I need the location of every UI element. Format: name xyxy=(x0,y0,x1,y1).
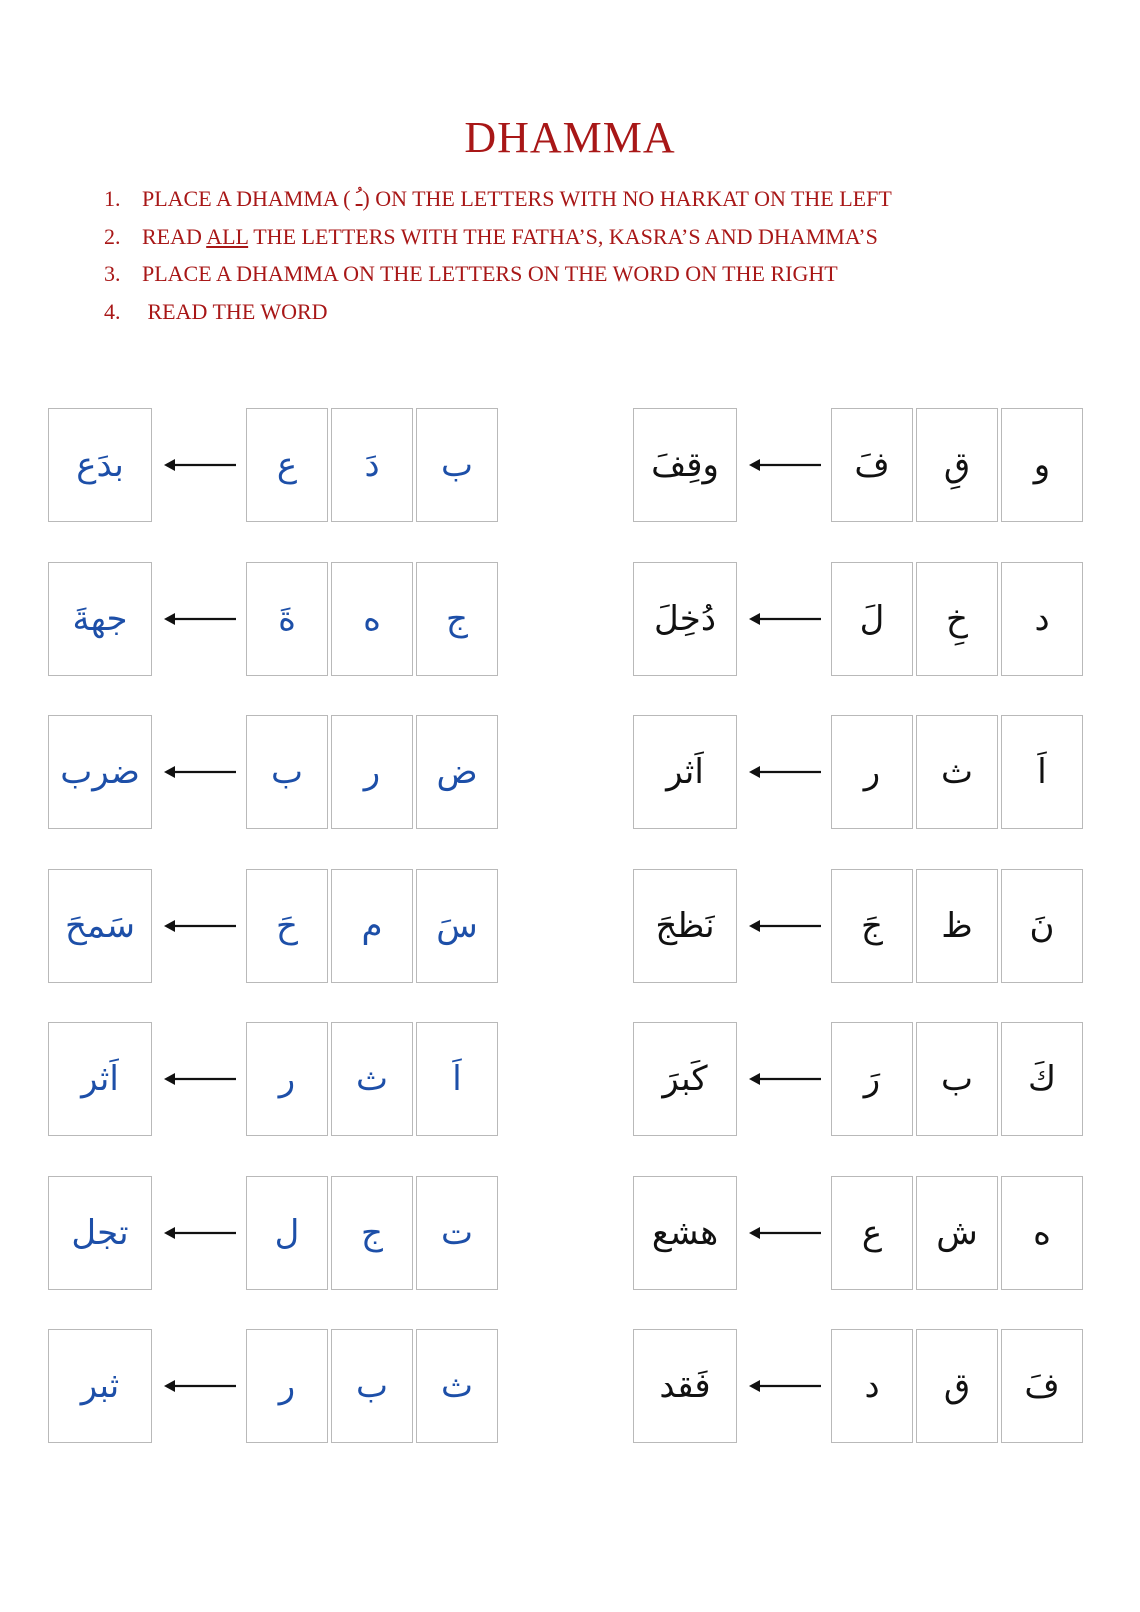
letter-box[interactable]: ب xyxy=(416,408,498,522)
left-arrow-icon xyxy=(164,609,236,629)
letter-box[interactable]: قِ xyxy=(916,408,998,522)
left-arrow-icon xyxy=(164,762,236,782)
letter-box[interactable]: ر xyxy=(246,1329,328,1443)
letter-box[interactable]: ث xyxy=(916,715,998,829)
right-exercise-row xyxy=(633,1176,1093,1290)
left-exercise-row xyxy=(48,408,508,522)
instruction-item xyxy=(104,224,892,262)
left-arrow-icon xyxy=(164,1223,236,1243)
right-exercise-row xyxy=(633,1022,1093,1136)
left-exercise-row xyxy=(48,869,508,983)
letter-box[interactable]: ةَ xyxy=(246,562,328,676)
left-arrow-icon xyxy=(749,609,821,629)
left-arrow-icon xyxy=(164,455,236,475)
left-exercise-row xyxy=(48,1022,508,1136)
instruction-text-post: THE LETTERS WITH THE FATHA’S, KASRA’S AND DHAMMA’S xyxy=(248,223,878,249)
letter-box[interactable]: ه xyxy=(331,562,413,676)
right-exercise-row xyxy=(633,408,1093,522)
left-arrow-icon xyxy=(749,455,821,475)
instruction-number: 3. xyxy=(104,261,121,286)
word-box[interactable]: جهةَ xyxy=(48,562,152,676)
right-exercise-row xyxy=(633,562,1093,676)
letter-box[interactable]: لَ xyxy=(831,562,913,676)
word-box[interactable]: اَثر xyxy=(633,715,737,829)
letter-box[interactable]: رَ xyxy=(831,1022,913,1136)
letter-box[interactable]: ض xyxy=(416,715,498,829)
instruction-number: 2. xyxy=(104,223,121,249)
letter-box[interactable]: نَ xyxy=(1001,869,1083,983)
left-exercise-row xyxy=(48,562,508,676)
letter-box[interactable]: ر xyxy=(331,715,413,829)
left-exercise-row xyxy=(48,715,508,829)
left-exercise-row xyxy=(48,1329,508,1443)
left-arrow-icon xyxy=(164,1069,236,1089)
letter-box[interactable]: ج xyxy=(331,1176,413,1290)
letter-box[interactable]: ش xyxy=(916,1176,998,1290)
instruction-text-pre: READ xyxy=(142,223,207,249)
letter-box[interactable]: ث xyxy=(331,1022,413,1136)
left-arrow-icon xyxy=(749,762,821,782)
letter-box[interactable]: فَ xyxy=(831,408,913,522)
letter-box[interactable]: ل xyxy=(246,1176,328,1290)
left-arrow-icon xyxy=(164,1376,236,1396)
letter-box[interactable]: د xyxy=(831,1329,913,1443)
instructions-list xyxy=(104,186,892,336)
letter-box[interactable]: ع xyxy=(246,408,328,522)
letter-box[interactable]: ب xyxy=(331,1329,413,1443)
letter-box[interactable]: ت xyxy=(416,1176,498,1290)
letter-box[interactable]: ع xyxy=(831,1176,913,1290)
word-box[interactable]: تجل xyxy=(48,1176,152,1290)
instruction-text: PLACE A DHAMMA ( ـُ) ON THE LETTERS WITH NO HARKAT ON THE LEFT xyxy=(142,186,892,211)
instruction-text-underlined: ALL xyxy=(206,223,249,249)
letter-box[interactable]: جَ xyxy=(831,869,913,983)
word-box[interactable]: هشع xyxy=(633,1176,737,1290)
word-box[interactable]: ضرب xyxy=(48,715,152,829)
left-arrow-icon xyxy=(749,1376,821,1396)
word-box[interactable]: فَقد xyxy=(633,1329,737,1443)
instruction-text: READ THE WORD xyxy=(142,298,328,324)
word-box[interactable]: ثبر xyxy=(48,1329,152,1443)
left-arrow-icon xyxy=(749,1223,821,1243)
letter-box[interactable]: فَ xyxy=(1001,1329,1083,1443)
instruction-text: PLACE A DHAMMA ON THE LETTERS ON THE WORD ON THE RIGHT xyxy=(142,261,838,286)
letter-box[interactable]: ج xyxy=(416,562,498,676)
instruction-item xyxy=(104,299,892,337)
page-title: DHAMMA xyxy=(464,113,676,162)
instruction-number: 1. xyxy=(104,186,121,211)
letter-box[interactable]: اَ xyxy=(416,1022,498,1136)
letter-box[interactable]: د xyxy=(1001,562,1083,676)
letter-box[interactable]: اَ xyxy=(1001,715,1083,829)
letter-box[interactable]: ر xyxy=(831,715,913,829)
word-box[interactable]: دُخِلَ xyxy=(633,562,737,676)
left-exercise-row xyxy=(48,1176,508,1290)
letter-box[interactable]: ه xyxy=(1001,1176,1083,1290)
letter-box[interactable]: كَ xyxy=(1001,1022,1083,1136)
word-box[interactable]: بدَع xyxy=(48,408,152,522)
left-arrow-icon xyxy=(749,916,821,936)
letter-box[interactable]: م xyxy=(331,869,413,983)
letter-box[interactable]: و xyxy=(1001,408,1083,522)
letter-box[interactable]: ظ xyxy=(916,869,998,983)
right-exercise-row xyxy=(633,1329,1093,1443)
left-arrow-icon xyxy=(164,916,236,936)
letter-box[interactable]: دَ xyxy=(331,408,413,522)
letter-box[interactable]: سَ xyxy=(416,869,498,983)
word-box[interactable]: وقِفَ xyxy=(633,408,737,522)
right-exercise-row xyxy=(633,715,1093,829)
instruction-text xyxy=(142,224,878,250)
instruction-number: 4. xyxy=(104,298,121,324)
instruction-item xyxy=(104,261,892,299)
letter-box[interactable]: ر xyxy=(246,1022,328,1136)
word-box[interactable]: اَثر xyxy=(48,1022,152,1136)
letter-box[interactable]: ق xyxy=(916,1329,998,1443)
left-arrow-icon xyxy=(749,1069,821,1089)
word-box[interactable]: سَمحَ xyxy=(48,869,152,983)
right-exercise-row xyxy=(633,869,1093,983)
letter-box[interactable]: ث xyxy=(416,1329,498,1443)
letter-box[interactable]: خِ xyxy=(916,562,998,676)
word-box[interactable]: كَبرَ xyxy=(633,1022,737,1136)
letter-box[interactable]: ب xyxy=(246,715,328,829)
instruction-item xyxy=(104,186,892,224)
word-box[interactable]: نَظجَ xyxy=(633,869,737,983)
letter-box[interactable]: ب xyxy=(916,1022,998,1136)
letter-box[interactable]: حَ xyxy=(246,869,328,983)
